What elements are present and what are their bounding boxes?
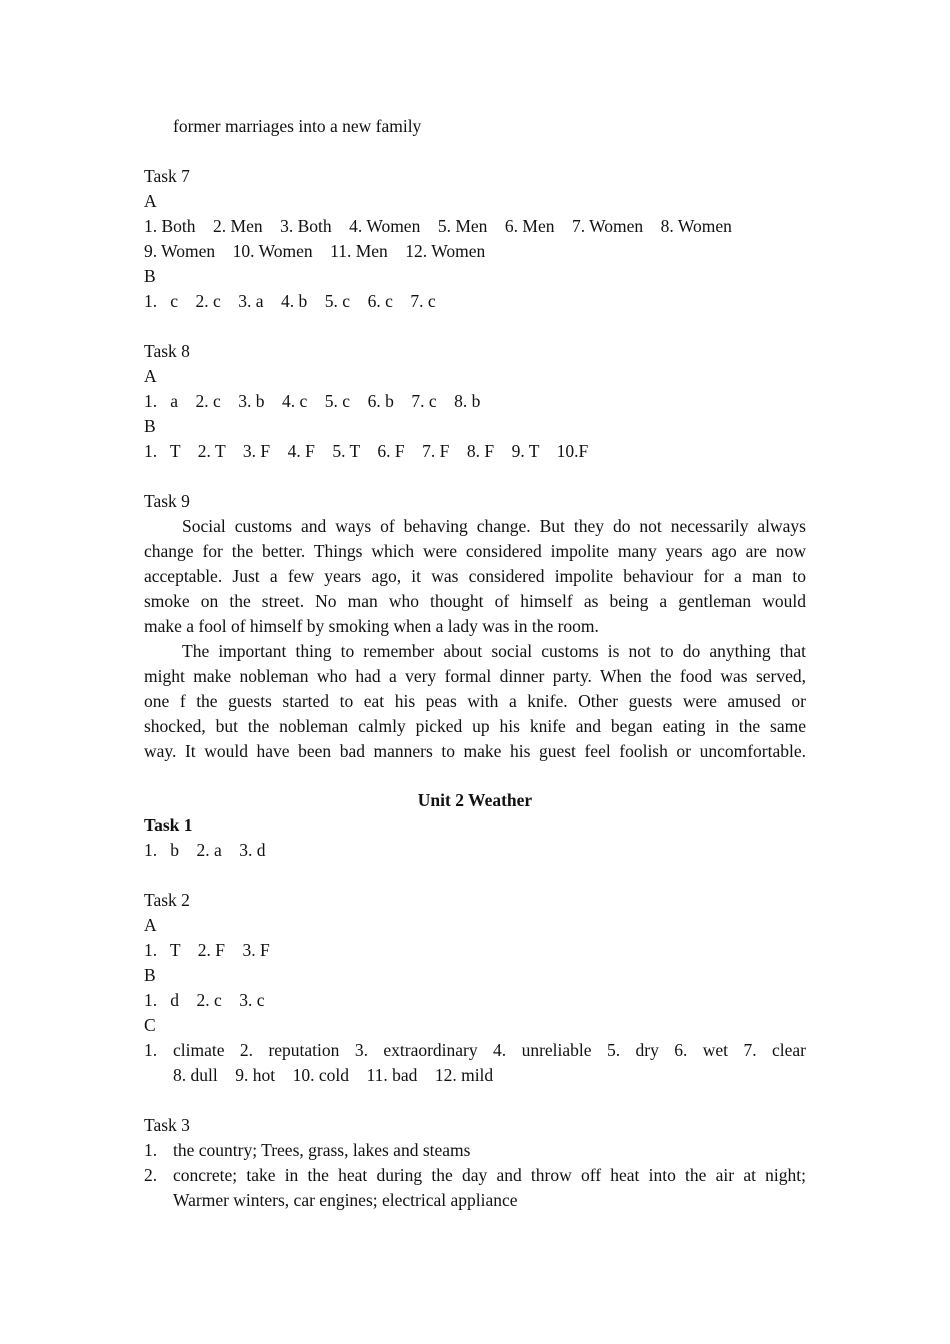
task9-title: Task 9 (144, 491, 190, 511)
task7-title: Task 7 (144, 166, 190, 186)
unit2-task3-item1-num: 1. (144, 1140, 158, 1160)
unit2-task2-a-label: A (144, 915, 157, 935)
unit2-task3-item2-num: 2. (144, 1165, 158, 1185)
unit2-task2-c-line1: climate 2. reputation 3. extraordinary 4. unreliable 5. dry 6. wet 7. clear (173, 1040, 806, 1060)
unit2-task2-title: Task 2 (144, 890, 190, 910)
unit2-task3-title: Task 3 (144, 1115, 190, 1135)
unit2-heading: Unit 2 Weather (417, 790, 533, 810)
task8-b-label: B (144, 416, 156, 436)
unit2-task2-a-line1: 1. T 2. F 3. F (144, 940, 270, 960)
unit2-task3-item1: the country; Trees, grass, lakes and steams (173, 1140, 471, 1160)
task9-p1-line: change for the better. Things which were considered impolite many years ago are now (144, 541, 806, 561)
task9-p2-line: The important thing to remember about social customs is not to do anything that (182, 641, 806, 661)
unit2-task3-item2-line2: Warmer winters, car engines; electrical appliance (173, 1190, 518, 1210)
task7-a-line2: 9. Women 10. Women 11. Men 12. Women (144, 241, 486, 261)
task9-p2-line: way. It would have been bad manners to make his guest feel foolish or uncomfortable. (144, 741, 806, 761)
task7-a-line1: 1. Both 2. Men 3. Both 4. Women 5. Men 6. Men 7. Women 8. Women (144, 216, 732, 236)
task7-a-label: A (144, 191, 157, 211)
task9-p2-line: shocked, but the nobleman calmly picked up his knife and began eating in the same (144, 716, 806, 736)
task8-b-line1: 1. T 2. T 3. F 4. F 5. T 6. F 7. F 8. F 9. T 10.F (144, 441, 589, 461)
task7-b-label: B (144, 266, 156, 286)
unit2-task2-c-line2: 8. dull 9. hot 10. cold 11. bad 12. mild (173, 1065, 494, 1085)
unit2-task3-item2-line1: concrete; take in the heat during the day and throw off heat into the air at night; (173, 1165, 806, 1185)
task9-p1-line: Social customs and ways of behaving change. But they do not necessarily always (182, 516, 806, 536)
continuation-line: former marriages into a new family (173, 116, 422, 136)
unit2-task2-b-line1: 1. d 2. c 3. c (144, 990, 265, 1010)
task9-p1-line: smoke on the street. No man who thought of himself as being a gentleman would (144, 591, 806, 611)
task9-p2-line: might make nobleman who had a very formal dinner party. When the food was served, (144, 666, 806, 686)
unit2-task1-line1: 1. b 2. a 3. d (144, 840, 266, 860)
unit2-task2-c-num: 1. (144, 1040, 158, 1060)
unit2-task2-c-label: C (144, 1015, 156, 1035)
unit2-task1-title: Task 1 (144, 815, 193, 835)
task8-a-label: A (144, 366, 157, 386)
task7-b-line1: 1. c 2. c 3. a 4. b 5. c 6. c 7. c (144, 291, 436, 311)
unit2-task2-b-label: B (144, 965, 156, 985)
task9-p2-line: one f the guests started to eat his peas with a knife. Other guests were amused or (144, 691, 806, 711)
task9-p1-line: acceptable. Just a few years ago, it was considered impolite behaviour for a man to (144, 566, 806, 586)
task8-a-line1: 1. a 2. c 3. b 4. c 5. c 6. b 7. c 8. b (144, 391, 481, 411)
task8-title: Task 8 (144, 341, 190, 361)
task9-p1-line: make a fool of himself by smoking when a lady was in the room. (144, 616, 599, 636)
